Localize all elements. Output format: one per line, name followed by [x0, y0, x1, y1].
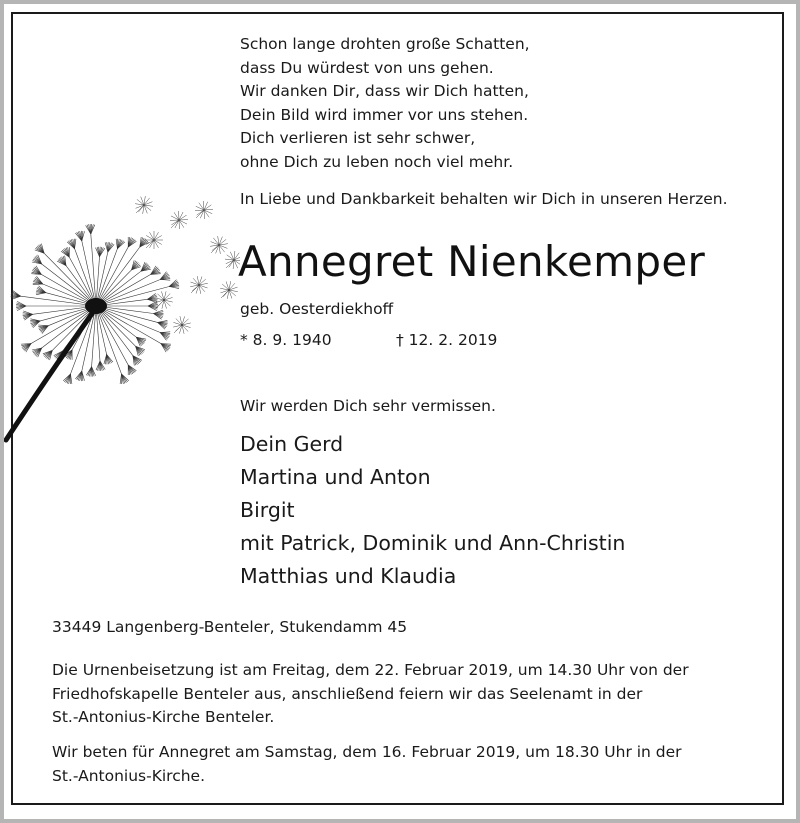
death-date: † 12. 2. 2019 [396, 331, 498, 349]
poem-line: Dich verlieren ist sehr schwer, [240, 129, 476, 148]
mourner: mit Patrick, Dominik und Ann-Christin [240, 531, 626, 555]
dandelion-illustration [4, 190, 240, 450]
poem [240, 33, 530, 175]
prayer-paragraph [52, 741, 682, 788]
poem-line: dass Du würdest von uns gehen. [240, 58, 494, 77]
farewell-line: Wir werden Dich sehr vermissen. [240, 397, 496, 415]
paragraph-line: St.-Antonius-Kirche Benteler. [52, 708, 275, 726]
deceased-name: Annegret Nienkemper [238, 237, 706, 286]
mourner: Birgit [240, 498, 295, 522]
birth-name: geb. Oesterdiekhoff [240, 300, 394, 318]
mourner: Matthias und Klaudia [240, 564, 457, 588]
birth-date: * 8. 9. 1940 [240, 331, 332, 349]
address: 33449 Langenberg-Benteler, Stukendamm 45 [52, 618, 408, 636]
poem-line: Dein Bild wird immer vor uns stehen. [240, 105, 529, 124]
poem-line: ohne Dich zu leben noch viel mehr. [240, 152, 514, 171]
poem-line: Wir danken Dir, dass wir Dich hatten, [240, 82, 529, 101]
poem-line: Schon lange drohten große Schatten, [240, 35, 530, 53]
dedication: In Liebe und Dankbarkeit behalten wir Dich in unseren Herzen. [240, 190, 728, 208]
paragraph-line: Wir beten für Annegret am Samstag, dem 16. Februar 2019, um 18.30 Uhr in der [52, 743, 682, 761]
funeral-paragraph [52, 659, 689, 730]
mourner: Dein Gerd [240, 432, 344, 456]
mourners-list [240, 428, 625, 593]
mourner: Martina und Anton [240, 465, 431, 489]
paragraph-line: Die Urnenbeisetzung ist am Freitag, dem 22. Februar 2019, um 14.30 Uhr von der [52, 661, 689, 679]
paragraph-line: Friedhofskapelle Benteler aus, anschließend feiern wir das Seelenamt in der [52, 684, 643, 703]
paragraph-line: St.-Antonius-Kirche. [52, 766, 206, 785]
